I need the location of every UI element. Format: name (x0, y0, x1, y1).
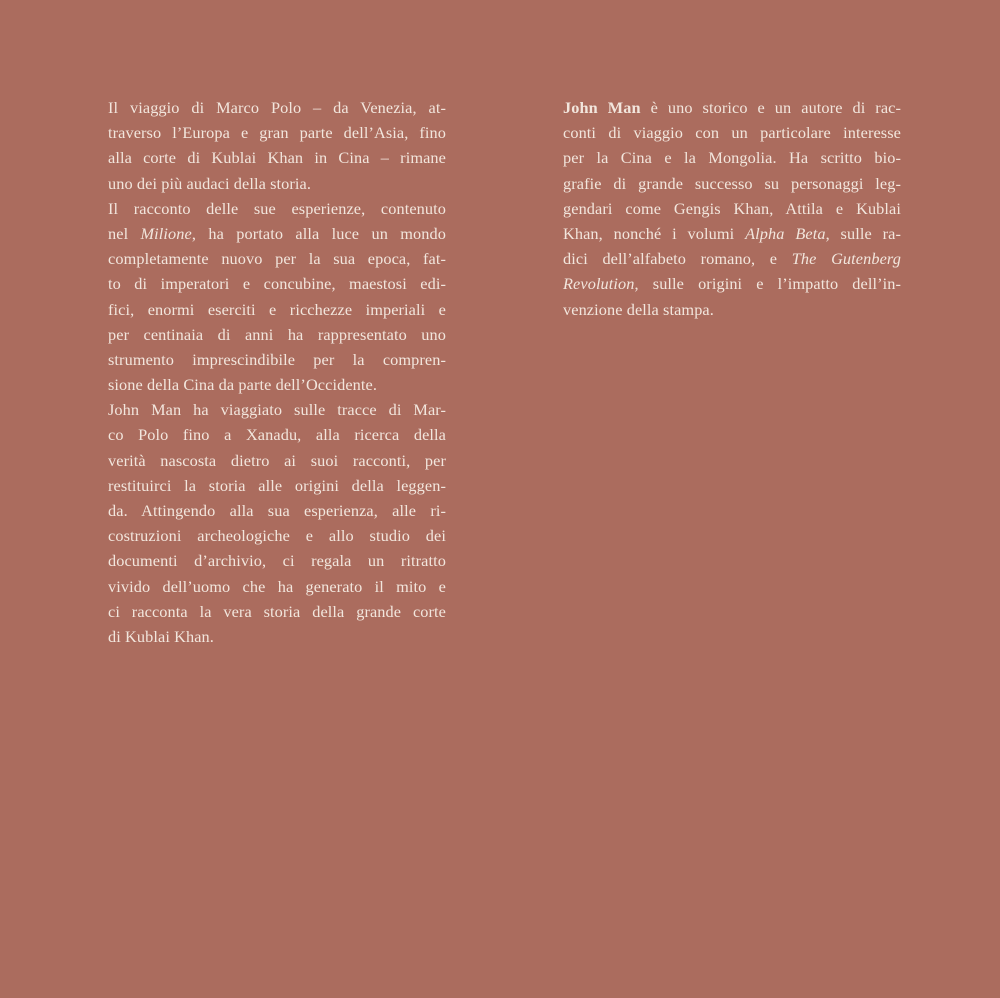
regular-text: ci racconta la vera storia della grande corte (108, 601, 446, 621)
text-line (108, 347, 446, 372)
regular-text: traverso l’Europa e gran parte dell’Asia, fino (108, 123, 446, 143)
regular-text: per centinaia di anni ha rappresentato uno (108, 324, 446, 344)
text-line (563, 297, 901, 322)
text-line (563, 246, 901, 271)
regular-text: , sulle origini e l’impatto dell’in- (634, 274, 901, 294)
regular-text: verità nascosta dietro ai suoi racconti, per (108, 450, 446, 470)
italic-text: Alpha Beta (745, 223, 826, 243)
regular-text: uno dei più audaci della storia. (108, 173, 312, 193)
regular-text: , sulle ra- (825, 223, 901, 243)
text-line (563, 196, 901, 221)
regular-text: costruzioni archeologiche e allo studio dei (108, 526, 446, 546)
regular-text: strumento imprescindibile per la compren- (108, 349, 446, 369)
bold-text: John Man (563, 98, 641, 117)
italic-text: Revolution (563, 274, 635, 294)
text-line (108, 574, 446, 599)
text-line (108, 599, 446, 624)
text-line (563, 221, 901, 246)
regular-text: , ha portato alla luce un mondo (191, 223, 446, 243)
text-line (108, 473, 446, 498)
regular-text: completamente nuovo per la sua epoca, fat- (108, 249, 446, 269)
italic-text: The Gutenberg (791, 249, 901, 269)
text-line (108, 548, 446, 573)
regular-text: nel (108, 223, 141, 243)
text-line (108, 120, 446, 145)
right-column-text (563, 95, 901, 322)
regular-text: da. Attingendo alla sua esperienza, alle ri- (108, 501, 446, 520)
text-line (108, 372, 446, 397)
text-line (108, 322, 446, 347)
regular-text: Khan, nonché i volumi (563, 223, 746, 243)
regular-text: gendari come Gengis Khan, Attila e Kublai (563, 198, 901, 218)
regular-text: dici dell’alfabeto romano, e (563, 249, 792, 269)
text-line (108, 523, 446, 548)
text-line (108, 397, 446, 422)
text-line (108, 145, 446, 170)
regular-text: venzione della stampa. (563, 299, 714, 319)
regular-text: Il viaggio di Marco Polo – da Venezia, at- (108, 98, 446, 117)
text-line (108, 448, 446, 473)
regular-text: grafie di grande successo su personaggi leg- (563, 173, 901, 193)
regular-text: documenti d’archivio, ci regala un ritratto (108, 551, 446, 571)
text-line (108, 171, 446, 196)
left-column-text (108, 95, 446, 649)
text-line (108, 196, 446, 221)
regular-text: John Man ha viaggiato sulle tracce di Mar- (108, 400, 446, 420)
text-line (108, 221, 446, 246)
regular-text: fici, enormi eserciti e ricchezze imperiali e (108, 299, 446, 319)
regular-text: Il racconto delle sue esperienze, contenuto (108, 198, 446, 218)
regular-text: per la Cina e la Mongolia. Ha scritto bio- (563, 148, 901, 168)
text-line (108, 271, 446, 296)
text-line (108, 95, 446, 120)
regular-text: è uno storico e un autore di rac- (640, 98, 902, 117)
text-line (563, 145, 901, 170)
text-line (108, 624, 446, 649)
regular-text: co Polo fino a Xanadu, alla ricerca della (108, 425, 446, 445)
regular-text: to di imperatori e concubine, maestosi edi- (108, 274, 446, 294)
regular-text: conti di viaggio con un particolare interesse (563, 123, 901, 143)
regular-text: sione della Cina da parte dell’Occidente. (108, 375, 378, 395)
italic-text: Milione (140, 223, 192, 243)
regular-text: di Kublai Khan. (108, 626, 214, 646)
text-line (563, 271, 901, 296)
text-line (108, 422, 446, 447)
regular-text: alla corte di Kublai Khan in Cina – rimane (108, 148, 446, 168)
text-line (563, 120, 901, 145)
text-line (563, 171, 901, 196)
text-line (563, 95, 901, 120)
text-line (108, 498, 446, 523)
text-line (108, 297, 446, 322)
regular-text: restituirci la storia alle origini della leggen- (108, 475, 446, 495)
regular-text: vivido dell’uomo che ha generato il mito e (108, 576, 446, 596)
text-line (108, 246, 446, 271)
